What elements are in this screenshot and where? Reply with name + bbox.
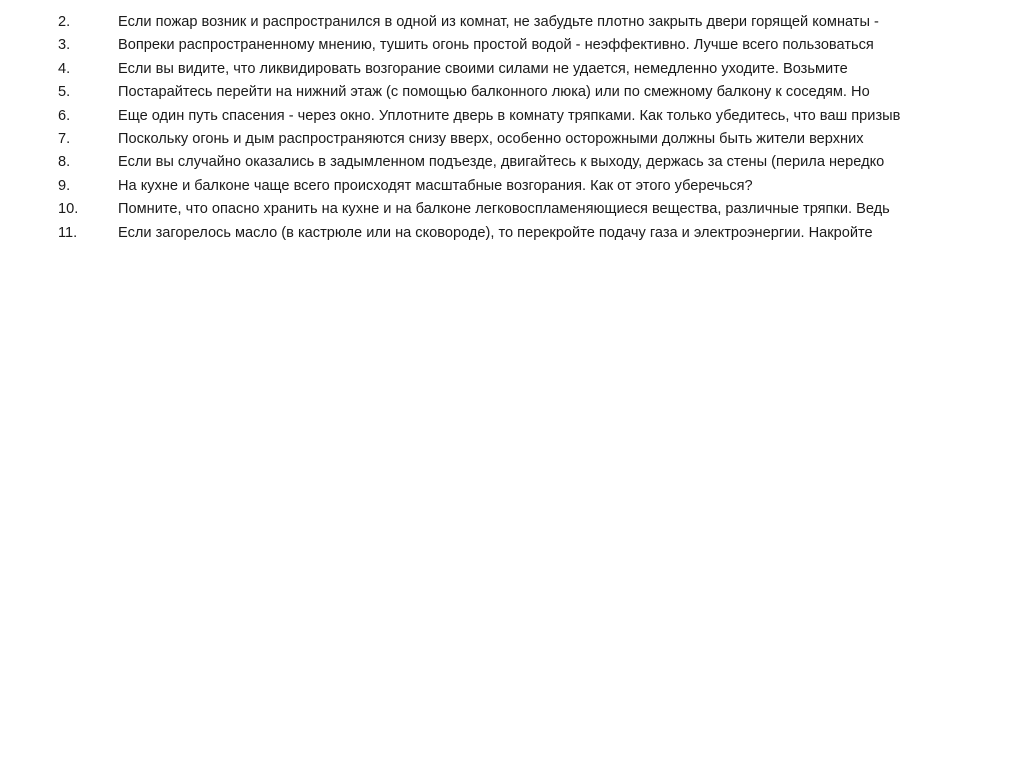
list-item [58, 225, 988, 242]
list-item [58, 14, 988, 31]
list-item [58, 108, 988, 125]
item-number: 11. [58, 224, 78, 241]
item-text: Поскольку огонь и дым распространяются снизу вверх, особенно осторожными должны быть жители верхних [118, 131, 864, 148]
item-number: 10. [58, 201, 79, 218]
item-text: На кухне и балконе чаще всего происходят масштабные возгорания. Как от этого уберечься? [118, 177, 753, 194]
item-number: 4. [58, 60, 71, 77]
item-number: 9. [58, 177, 71, 194]
list-item [58, 84, 988, 101]
list-item [58, 154, 988, 171]
item-text: Если загорелось масло (в кастрюле или на сковороде), то перекройте подачу газа и электроэнергии. Накройте [118, 224, 873, 241]
item-number: 2. [58, 14, 71, 30]
item-text: Еще один путь спасения - через окно. Уплотните дверь в комнату тряпками. Как только убедитесь, что ваш призыв [118, 107, 901, 124]
item-number: 8. [58, 154, 71, 171]
list-item [58, 131, 988, 148]
list-item [58, 37, 988, 54]
item-number: 5. [58, 84, 71, 101]
item-text: Вопреки распространенному мнению, тушить огонь простой водой - неэффективно. Лучше всего пользоваться [118, 37, 874, 54]
item-text: Если пожар возник и распространился в одной из комнат, не забудьте плотно закрыть двери горящей комнаты - [118, 14, 879, 30]
list-item [58, 178, 988, 195]
numbered-list [58, 14, 988, 248]
item-number: 6. [58, 107, 71, 124]
item-number: 3. [58, 37, 71, 54]
item-text: Если вы случайно оказались в задымленном подъезде, двигайтесь к выходу, держась за стены (перила нередко [118, 154, 885, 171]
list-item [58, 61, 988, 78]
item-text: Помните, что опасно хранить на кухне и на балконе легковоспламеняющиеся вещества, различные тряпки. Ведь [118, 201, 890, 218]
item-text: Постарайтесь перейти на нижний этаж (с помощью балконного люка) или по смежному балкону к соседям. Но [118, 84, 870, 101]
list-item [58, 201, 988, 218]
item-text: Если вы видите, что ликвидировать возгорание своими силами не удается, немедленно уходите. Возьмите [118, 60, 848, 77]
item-number: 7. [58, 131, 71, 148]
